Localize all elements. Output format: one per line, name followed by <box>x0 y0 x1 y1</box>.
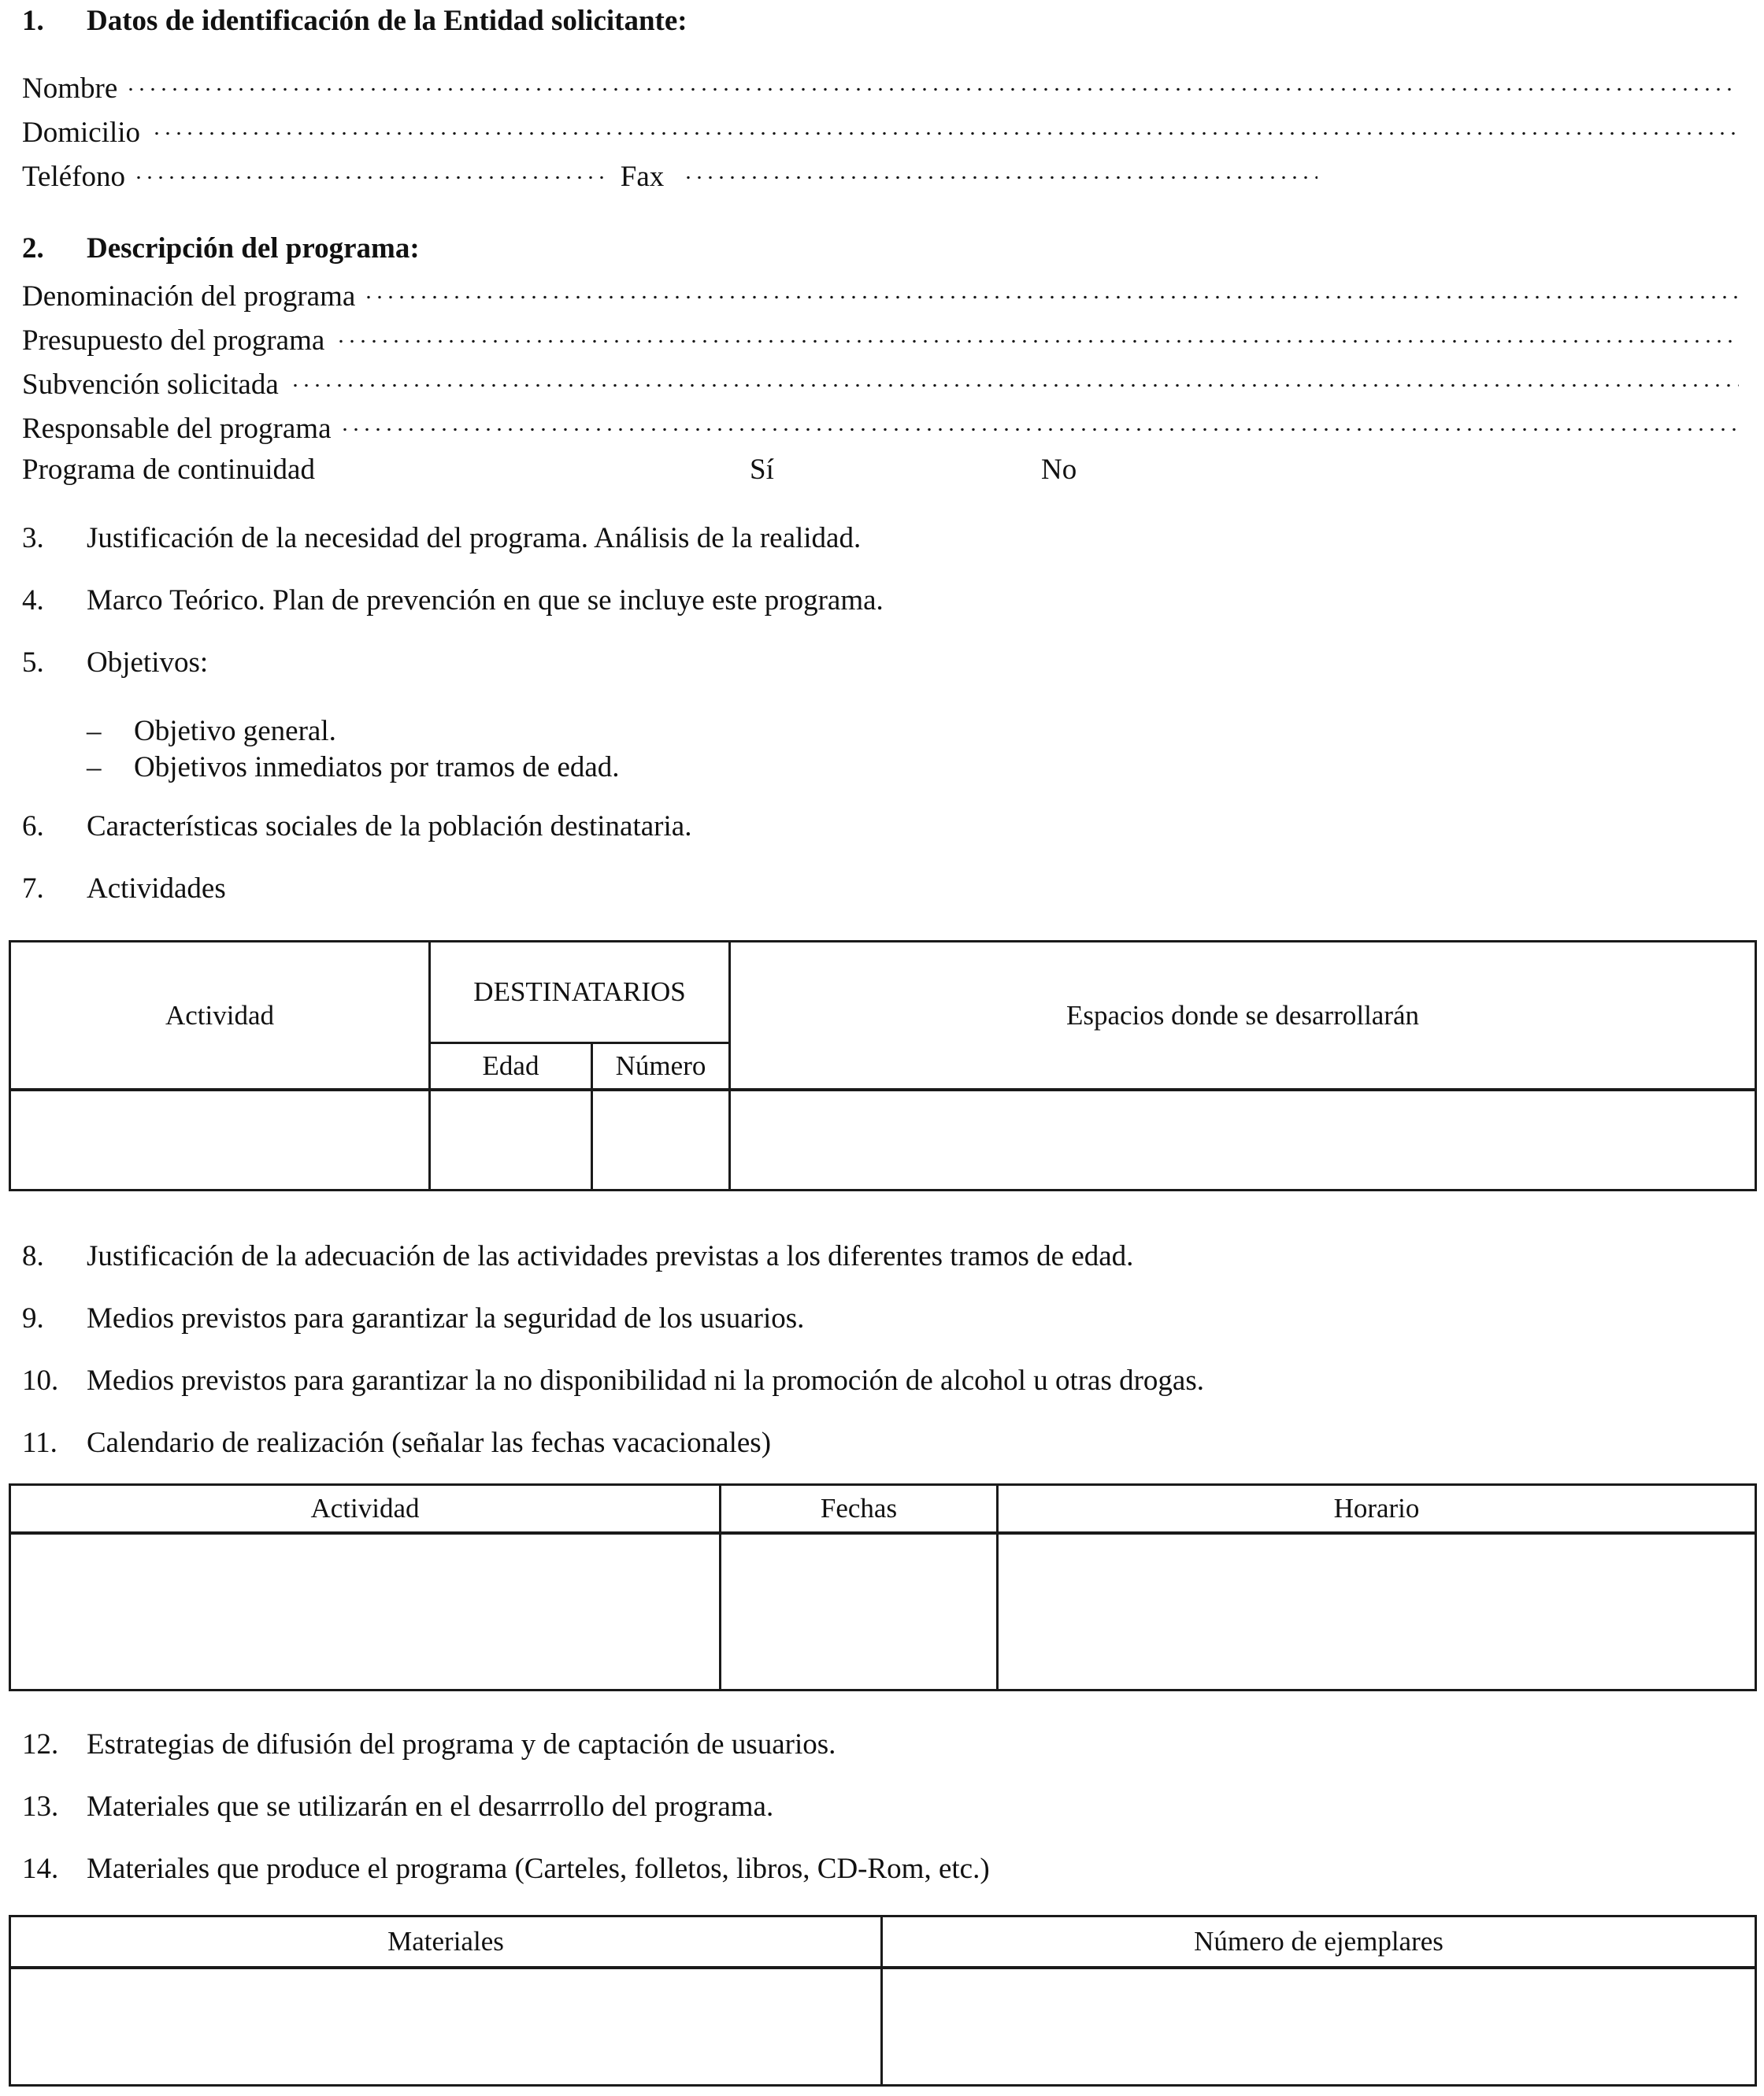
section-5-bullet-1 <box>87 714 336 748</box>
section-7-number: 7. <box>22 872 44 905</box>
section-2-heading <box>22 234 420 263</box>
header-horario: Horario <box>998 1485 1756 1534</box>
section-1-title: Datos de identificación de la Entidad solicitante: <box>87 5 687 37</box>
field-telefono-dotted-fill[interactable] <box>133 157 603 186</box>
section-12-item <box>22 1730 836 1759</box>
section-3-text: Justificación de la necesidad del programa. Análisis de la realidad. <box>87 522 862 554</box>
field-presupuesto-dotted-fill[interactable] <box>335 320 1739 350</box>
table-calendario <box>9 1483 1757 1691</box>
field-responsable-dotted-fill[interactable] <box>339 409 1740 438</box>
section-4-text: Marco Teórico. Plan de prevención en que se incluye este programa. <box>87 584 884 617</box>
field-domicilio-dotted-fill[interactable] <box>151 113 1739 142</box>
section-13-number: 13. <box>22 1790 59 1823</box>
section-14-number: 14. <box>22 1853 59 1885</box>
section-8-text: Justificación de la adecuación de las actividades previstas a los diferentes tramos de edad. <box>87 1240 1134 1272</box>
section-5-bullet-1-text: Objetivo general. <box>134 715 336 747</box>
section-9-item <box>22 1304 804 1333</box>
section-9-text: Medios previstos para garantizar la seguridad de los usuarios. <box>87 1302 805 1335</box>
section-11-item <box>22 1428 771 1457</box>
header-edad: Edad <box>430 1043 592 1091</box>
section-5-bullet-2-text: Objetivos inmediatos por tramos de edad. <box>134 751 620 783</box>
field-denominacion-label: Denominación del programa <box>22 280 356 313</box>
table-row <box>10 1090 1756 1191</box>
table-calendario-header-row <box>10 1485 1756 1534</box>
table-materiales-header-row <box>10 1916 1756 1968</box>
header-numero: Número <box>592 1043 730 1091</box>
cell-actividad[interactable] <box>10 1533 721 1691</box>
section-2-number: 2. <box>22 232 44 265</box>
header-destinatarios: DESTINATARIOS <box>430 942 730 1043</box>
section-4-number: 4. <box>22 584 44 617</box>
header-materiales: Materiales <box>10 1916 882 1968</box>
cell-fechas[interactable] <box>721 1533 998 1691</box>
section-8-item <box>22 1242 1133 1271</box>
section-8-number: 8. <box>22 1240 44 1272</box>
cell-numero-ejemplares[interactable] <box>882 1968 1756 2086</box>
cell-edad[interactable] <box>430 1090 592 1191</box>
field-denominacion-dotted-fill[interactable] <box>363 276 1739 306</box>
section-2-title: Descripción del programa: <box>87 232 420 265</box>
section-3-number: 3. <box>22 522 44 554</box>
section-11-text: Calendario de realización (señalar las fechas vacacionales) <box>87 1427 772 1459</box>
section-7-item <box>22 874 226 903</box>
section-12-number: 12. <box>22 1728 59 1761</box>
section-14-text: Materiales que produce el programa (Carteles, folletos, libros, CD-Rom, etc.) <box>87 1853 990 1885</box>
cell-actividad[interactable] <box>10 1090 430 1191</box>
continuidad-option-si[interactable]: Sí <box>750 454 774 486</box>
section-6-item <box>22 812 691 841</box>
dash-bullet-icon: – <box>87 751 102 783</box>
section-7-text: Actividades <box>87 872 226 905</box>
section-5-item <box>22 648 208 677</box>
cell-numero[interactable] <box>592 1090 730 1191</box>
section-14-item <box>22 1854 990 1883</box>
header-actividad: Actividad <box>10 1485 721 1534</box>
field-nombre-label: Nombre <box>22 72 118 105</box>
section-1-number: 1. <box>22 5 44 37</box>
continuidad-option-no[interactable]: No <box>1041 454 1077 486</box>
field-telefono-fax-row <box>22 157 1317 194</box>
field-telefono-label: Teléfono <box>22 161 125 193</box>
table-materiales <box>9 1915 1757 2087</box>
cell-espacios[interactable] <box>730 1090 1756 1191</box>
section-13-item <box>22 1792 773 1821</box>
header-fechas: Fechas <box>721 1485 998 1534</box>
section-12-text: Estrategias de difusión del programa y de captación de usuarios. <box>87 1728 836 1761</box>
section-13-text: Materiales que se utilizarán en el desarrrollo del programa. <box>87 1790 774 1823</box>
section-5-number: 5. <box>22 646 44 679</box>
section-5-bullet-2 <box>87 750 620 784</box>
field-domicilio-label: Domicilio <box>22 117 141 149</box>
field-nombre-dotted-fill[interactable] <box>125 69 1739 98</box>
dash-bullet-icon: – <box>87 715 102 747</box>
field-presupuesto-label: Presupuesto del programa <box>22 324 325 357</box>
section-3-item <box>22 524 861 553</box>
section-9-number: 9. <box>22 1302 44 1335</box>
header-actividad: Actividad <box>10 942 430 1091</box>
cell-horario[interactable] <box>998 1533 1756 1691</box>
field-responsable-label: Responsable del programa <box>22 413 332 445</box>
field-presupuesto-row <box>22 320 1739 357</box>
field-denominacion-row <box>22 276 1739 313</box>
field-subvencion-row <box>22 365 1739 402</box>
header-numero-ejemplares: Número de ejemplares <box>882 1916 1756 1968</box>
section-10-text: Medios previstos para garantizar la no disponibilidad ni la promoción de alcohol u otras drogas. <box>87 1365 1205 1397</box>
field-subvencion-label: Subvención solicitada <box>22 368 279 401</box>
section-6-number: 6. <box>22 810 44 842</box>
table-row <box>10 1533 1756 1691</box>
field-responsable-row <box>22 409 1739 446</box>
table-actividades-header-row-1 <box>10 942 1756 1043</box>
field-fax-dotted-fill[interactable] <box>683 157 1317 186</box>
field-fax-label: Fax <box>620 161 665 193</box>
cell-materiales[interactable] <box>10 1968 882 2086</box>
section-11-number: 11. <box>22 1427 57 1459</box>
table-actividades <box>9 940 1757 1191</box>
section-10-item <box>22 1366 1204 1395</box>
field-domicilio-row <box>22 113 1739 150</box>
field-continuidad-label: Programa de continuidad <box>22 454 315 486</box>
section-6-text: Características sociales de la población destinataria. <box>87 810 692 842</box>
table-row <box>10 1968 1756 2086</box>
section-10-number: 10. <box>22 1365 59 1397</box>
section-4-item <box>22 586 884 615</box>
section-5-text: Objetivos: <box>87 646 209 679</box>
field-nombre-row <box>22 69 1739 106</box>
section-1-heading <box>22 6 687 35</box>
header-espacios: Espacios donde se desarrollarán <box>730 942 1756 1091</box>
field-subvencion-dotted-fill[interactable] <box>290 365 1739 394</box>
